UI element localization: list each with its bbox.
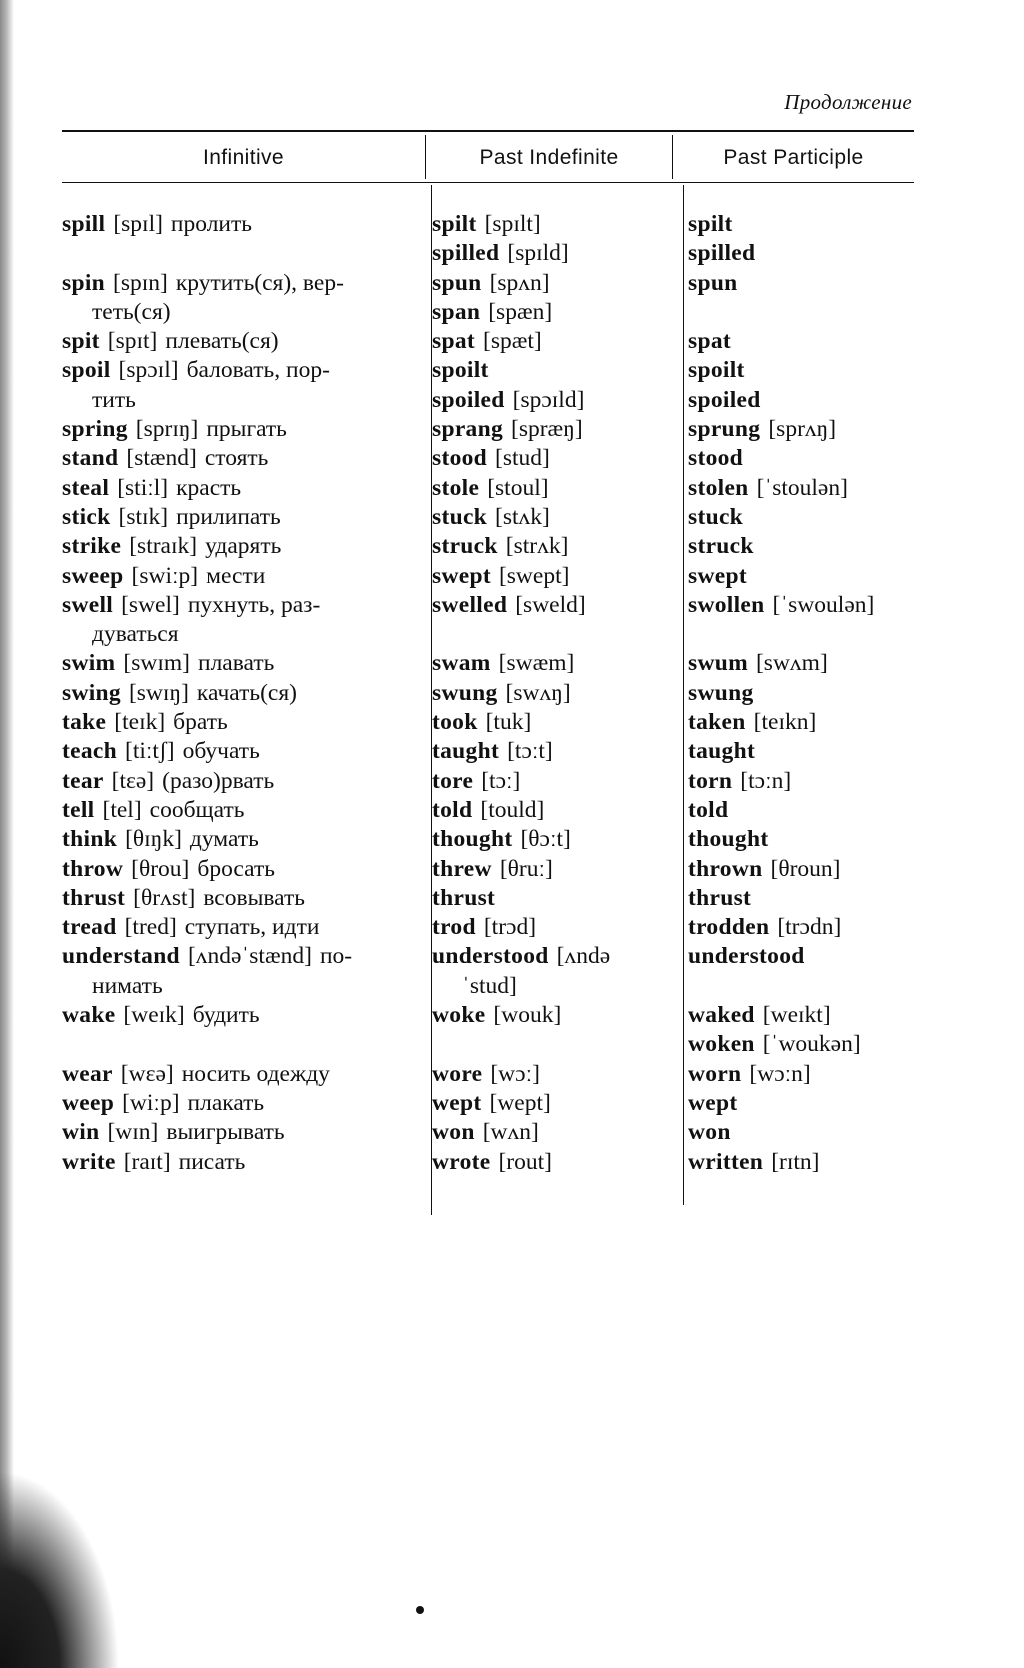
- russian-translation: плевать(ся): [165, 328, 279, 355]
- russian-translation: тить: [92, 386, 136, 413]
- entry-line: [688, 327, 924, 356]
- verb-form: spilt: [688, 211, 733, 237]
- verb-form: win: [62, 1119, 100, 1146]
- transcription: [θrou]: [131, 855, 190, 882]
- entry-line: [62, 796, 426, 825]
- entry-line: [688, 474, 924, 503]
- verb-form: understood: [432, 943, 549, 970]
- transcription: [θɔːt]: [520, 826, 571, 853]
- entry-line: [432, 1089, 682, 1118]
- verb-form: swing: [62, 679, 121, 706]
- entry-line: [62, 1001, 426, 1030]
- verb-form: trodden: [688, 914, 770, 941]
- past-participle-column: [688, 210, 924, 1177]
- transcription: [rɪtn]: [771, 1148, 820, 1175]
- russian-translation: брать: [173, 709, 228, 736]
- entry-line: [432, 767, 682, 796]
- verb-form: sweep: [62, 562, 124, 589]
- transcription: [ˈwoukən]: [762, 1031, 861, 1058]
- transcription: [wɔːn]: [749, 1060, 811, 1087]
- transcription: [tiːtʃ]: [125, 738, 175, 765]
- entry-line: [432, 562, 682, 591]
- transcription: [wɪn]: [107, 1119, 159, 1146]
- entry-line: [432, 737, 682, 766]
- verb-form: wore: [432, 1060, 483, 1087]
- transcription: [swæm]: [498, 650, 575, 677]
- verb-form: worn: [688, 1060, 742, 1087]
- verb-form: swam: [432, 650, 491, 677]
- russian-translation: обучать: [182, 738, 260, 765]
- transcription: [tɔːt]: [507, 738, 553, 765]
- verb-form: torn: [688, 767, 733, 794]
- verb-form: throw: [62, 855, 124, 882]
- entry-line: [432, 444, 682, 473]
- verb-form: stuck: [432, 503, 488, 530]
- entry-line: [688, 620, 924, 649]
- entry-line: [62, 210, 426, 239]
- verb-form: swim: [62, 650, 116, 677]
- russian-translation: стоять: [204, 445, 269, 472]
- entry-line: [432, 415, 682, 444]
- entry-line: [688, 532, 924, 561]
- entry-line: [62, 591, 426, 620]
- transcription: [tuk]: [485, 709, 532, 736]
- entry-line: [688, 796, 924, 825]
- transcription: [straɪk]: [129, 533, 198, 560]
- transcription: [sprɪŋ]: [135, 416, 199, 443]
- entry-line: [432, 210, 682, 239]
- entry-line: [688, 1118, 924, 1147]
- transcription: [stɪk]: [118, 503, 169, 530]
- entry-line: [62, 269, 426, 298]
- russian-translation: прыгать: [206, 416, 287, 443]
- transcription: [wiːp]: [122, 1089, 180, 1116]
- entry-line: [688, 884, 924, 913]
- verb-form: thrust: [688, 884, 752, 911]
- header-infinitive: Infinitive: [202, 146, 285, 169]
- verb-form: told: [688, 796, 729, 823]
- entry-line: [432, 649, 682, 678]
- russian-translation: будить: [192, 1002, 260, 1029]
- verb-form: stood: [688, 445, 744, 472]
- entry-line: [432, 1030, 682, 1059]
- entry-line: [688, 855, 924, 884]
- transcription: [stiːl]: [117, 474, 169, 501]
- entry-line: [432, 913, 682, 942]
- transcription: [tɔː]: [481, 767, 521, 794]
- entry-line: [688, 210, 924, 239]
- entry-line: [688, 708, 924, 737]
- entry-line: [432, 474, 682, 503]
- verb-form: struck: [432, 533, 498, 560]
- transcription: [spɔɪld]: [512, 386, 585, 413]
- russian-translation: дуваться: [92, 621, 179, 648]
- entry-line: [432, 1148, 682, 1177]
- transcription: [swɪŋ]: [128, 679, 189, 706]
- entry-line: [62, 1089, 426, 1118]
- verb-form: swept: [688, 562, 747, 589]
- verb-form: stole: [432, 474, 480, 501]
- verb-form: woken: [688, 1031, 755, 1058]
- transcription: [swiːp]: [131, 562, 199, 589]
- entry-line: [62, 386, 426, 415]
- verb-form: thrust: [432, 884, 496, 911]
- verb-form: swung: [688, 679, 754, 706]
- entry-line: [62, 825, 426, 854]
- transcription: [tred]: [124, 914, 177, 941]
- russian-translation: теть(ся): [92, 298, 171, 325]
- transcription: [ˈswoulən]: [772, 591, 875, 618]
- entry-line: [688, 649, 924, 678]
- entry-line: [688, 444, 924, 473]
- entry-line: [688, 972, 924, 1001]
- verb-form: wrote: [432, 1148, 491, 1175]
- entry-line: [432, 239, 682, 268]
- verb-form: thought: [432, 826, 513, 853]
- verb-form: write: [62, 1148, 116, 1175]
- verb-form: spilt: [432, 211, 477, 237]
- verb-form: spilled: [688, 240, 756, 267]
- entry-line: [62, 884, 426, 913]
- transcription: [weɪk]: [123, 1002, 185, 1029]
- verb-form: tell: [62, 796, 95, 823]
- entry-line: [62, 1030, 426, 1059]
- transcription: [θɪŋk]: [125, 826, 182, 853]
- entry-line: [432, 1060, 682, 1089]
- transcription: [spæt]: [483, 328, 542, 355]
- verb-form: spin: [62, 269, 106, 296]
- russian-translation: красть: [176, 474, 242, 501]
- entry-line: [688, 942, 924, 971]
- russian-translation: по-: [319, 943, 353, 970]
- entry-line: [62, 1060, 426, 1089]
- russian-translation: баловать, пор-: [186, 357, 330, 384]
- transcription: [sprʌŋ]: [768, 416, 837, 443]
- verb-form: thrust: [62, 884, 126, 911]
- transcription: [swʌŋ]: [505, 679, 571, 706]
- russian-translation: носить одежду: [181, 1060, 330, 1087]
- transcription: [spræŋ]: [511, 416, 583, 443]
- entry-line: [432, 386, 682, 415]
- entry-line: [432, 327, 682, 356]
- verb-form: won: [688, 1119, 731, 1146]
- entry-line: [688, 503, 924, 532]
- entry-line: [62, 415, 426, 444]
- verb-form: spoil: [62, 357, 111, 384]
- entry-line: [62, 649, 426, 678]
- transcription: [ʌndə: [556, 943, 611, 970]
- entry-line: [62, 767, 426, 796]
- entry-line: [62, 562, 426, 591]
- verb-form: understood: [688, 943, 805, 970]
- entry-line: [688, 1001, 924, 1030]
- transcription: [teɪk]: [114, 709, 166, 736]
- entry-line: [62, 708, 426, 737]
- transcription: [rout]: [498, 1148, 552, 1175]
- transcription: [spɪt]: [107, 328, 158, 355]
- entry-line: [688, 591, 924, 620]
- verb-form: spun: [432, 269, 482, 296]
- entry-line: [432, 269, 682, 298]
- entry-line: [688, 1060, 924, 1089]
- verb-form: swollen: [688, 591, 765, 618]
- entry-line: [432, 1118, 682, 1147]
- transcription: [trɔd]: [483, 914, 537, 941]
- entry-line: [62, 503, 426, 532]
- verb-form: spat: [432, 328, 475, 355]
- russian-translation: мести: [206, 562, 266, 589]
- entry-line: [432, 884, 682, 913]
- transcription: [wʌn]: [482, 1119, 539, 1146]
- entry-line: [62, 1148, 426, 1177]
- entry-line: [432, 825, 682, 854]
- entry-line: [688, 386, 924, 415]
- verb-form: spoiled: [432, 386, 505, 413]
- verb-form: spat: [688, 328, 731, 355]
- verb-form: written: [688, 1148, 764, 1175]
- verb-form: span: [432, 298, 481, 325]
- verb-form: spun: [688, 269, 738, 296]
- verb-form: taught: [688, 738, 756, 765]
- entry-line: [62, 298, 426, 327]
- verb-form: wept: [688, 1089, 738, 1116]
- russian-translation: всовывать: [203, 884, 305, 911]
- verb-form: struck: [688, 533, 754, 560]
- entry-line: [688, 913, 924, 942]
- transcription: [spʌn]: [489, 269, 550, 296]
- transcription: [sweld]: [515, 591, 586, 618]
- verb-form: stuck: [688, 503, 744, 530]
- russian-translation: нимать: [92, 972, 163, 999]
- entry-line: [432, 942, 682, 971]
- entry-line: [432, 532, 682, 561]
- transcription: [wept]: [489, 1089, 551, 1116]
- transcription: [spɪlt]: [484, 211, 541, 237]
- transcription: [tel]: [102, 796, 142, 823]
- verb-form: tore: [432, 767, 474, 794]
- transcription: [wɔː]: [490, 1060, 540, 1087]
- entry-line: [688, 269, 924, 298]
- verb-form: thrown: [688, 855, 763, 882]
- transcription: [θroun]: [770, 855, 841, 882]
- transcription: [wɛə]: [120, 1060, 174, 1087]
- russian-translation: писать: [178, 1148, 246, 1175]
- entry-line: [432, 679, 682, 708]
- entry-line: [432, 1001, 682, 1030]
- verb-form: swelled: [432, 591, 508, 618]
- verb-form: spoilt: [432, 357, 489, 384]
- transcription: [ˈstoulən]: [756, 474, 848, 501]
- verb-form: thought: [688, 826, 769, 853]
- entry-line: [62, 620, 426, 649]
- russian-translation: (разо)рвать: [162, 767, 275, 794]
- transcription: [spɪl]: [113, 211, 163, 237]
- entry-line: [62, 737, 426, 766]
- verb-form: waked: [688, 1002, 755, 1029]
- header-past-indefinite: Past Indefinite: [479, 146, 619, 169]
- russian-translation: крутить(ся), вер-: [175, 269, 344, 296]
- transcription: [tould]: [480, 796, 545, 823]
- column-divider-2: [683, 185, 684, 1205]
- entry-line: [62, 239, 426, 268]
- entry-line: [688, 415, 924, 444]
- transcription: [swept]: [498, 562, 570, 589]
- transcription: [swɪm]: [123, 650, 190, 677]
- russian-translation: пролить: [170, 211, 252, 237]
- verb-form: spring: [62, 416, 128, 443]
- transcription: ˈstud]: [462, 972, 517, 999]
- entry-line: [432, 620, 682, 649]
- russian-translation: выигрывать: [166, 1119, 285, 1146]
- entry-line: [62, 679, 426, 708]
- verb-form: steal: [62, 474, 110, 501]
- entry-line: [688, 767, 924, 796]
- transcription: [weɪkt]: [762, 1002, 831, 1029]
- entry-line: [432, 796, 682, 825]
- entry-line: [432, 591, 682, 620]
- entry-line: [62, 532, 426, 561]
- entry-line: [688, 239, 924, 268]
- transcription: [spæn]: [488, 298, 553, 325]
- russian-translation: прилипать: [176, 503, 281, 530]
- verb-form: wake: [62, 1002, 116, 1029]
- entry-line: [688, 679, 924, 708]
- scan-speck: [416, 1606, 424, 1614]
- entry-line: [432, 708, 682, 737]
- transcription: [teɪkn]: [753, 709, 817, 736]
- verb-form: swum: [688, 650, 748, 677]
- entry-line: [432, 298, 682, 327]
- transcription: [tɛə]: [111, 767, 155, 794]
- russian-translation: думать: [189, 826, 259, 853]
- transcription: [swel]: [121, 591, 180, 618]
- verb-form: trod: [432, 914, 476, 941]
- entry-line: [432, 972, 682, 1001]
- verb-form: spit: [62, 328, 100, 355]
- entry-line: [62, 327, 426, 356]
- transcription: [θruː]: [499, 855, 553, 882]
- verb-form: sprang: [432, 416, 504, 443]
- transcription: [strʌk]: [505, 533, 569, 560]
- table-header-rule: [62, 182, 914, 183]
- verb-form: spilled: [432, 240, 500, 267]
- transcription: [stud]: [495, 445, 550, 472]
- verb-form: tread: [62, 914, 117, 941]
- transcription: [spɪn]: [113, 269, 168, 296]
- verb-form: understand: [62, 943, 180, 970]
- verb-form: think: [62, 826, 118, 853]
- transcription: [swʌm]: [755, 650, 828, 677]
- entry-line: [688, 1089, 924, 1118]
- verb-form: threw: [432, 855, 492, 882]
- verb-form: taken: [688, 709, 746, 736]
- scan-ink-blot: [0, 1470, 120, 1668]
- verb-form: woke: [432, 1002, 486, 1029]
- transcription: [spɪld]: [507, 240, 569, 267]
- verb-form: take: [62, 709, 107, 736]
- russian-translation: пухнуть, раз-: [187, 591, 321, 618]
- verb-form: swung: [432, 679, 498, 706]
- entry-line: [62, 444, 426, 473]
- infinitive-column: [62, 210, 426, 1177]
- verb-form: wear: [62, 1060, 113, 1087]
- entry-line: [432, 356, 682, 385]
- entry-line: [62, 1118, 426, 1147]
- entry-line: [688, 1148, 924, 1177]
- entry-line: [432, 855, 682, 884]
- scan-dark-edge: [0, 0, 14, 1668]
- transcription: [wouk]: [493, 1002, 562, 1029]
- entry-line: [62, 474, 426, 503]
- transcription: [stʌk]: [495, 503, 550, 530]
- russian-translation: ступать, идти: [184, 914, 320, 941]
- header-past-participle: Past Participle: [723, 146, 864, 169]
- russian-translation: ударять: [205, 533, 282, 560]
- verb-form: won: [432, 1119, 475, 1146]
- entry-line: [688, 1030, 924, 1059]
- verb-form: strike: [62, 533, 122, 560]
- entry-line: [688, 356, 924, 385]
- verb-form: sprung: [688, 416, 761, 443]
- verb-form: stick: [62, 503, 111, 530]
- verb-form: stand: [62, 445, 119, 472]
- entry-line: [62, 942, 426, 971]
- entry-line: [62, 356, 426, 385]
- verb-form: spoilt: [688, 357, 745, 384]
- verb-form: stood: [432, 445, 488, 472]
- table-top-rule: [62, 130, 914, 132]
- russian-translation: бросать: [197, 855, 275, 882]
- verb-form: spill: [62, 211, 106, 237]
- verb-form: swept: [432, 562, 491, 589]
- transcription: [trɔdn]: [777, 914, 842, 941]
- verb-form: taught: [432, 738, 500, 765]
- transcription: [θrʌst]: [133, 884, 196, 911]
- verb-form: told: [432, 796, 473, 823]
- entry-line: [62, 913, 426, 942]
- past-indefinite-column: [432, 210, 682, 1177]
- russian-translation: сообщать: [149, 796, 245, 823]
- entry-line: [688, 825, 924, 854]
- transcription: [raɪt]: [123, 1148, 171, 1175]
- transcription: [spɔɪl]: [118, 357, 179, 384]
- transcription: [ʌndəˈstænd]: [187, 943, 312, 970]
- continued-label: Продолжение: [784, 90, 912, 114]
- transcription: [tɔːn]: [740, 767, 792, 794]
- entry-line: [688, 298, 924, 327]
- russian-translation: плакать: [187, 1089, 265, 1116]
- russian-translation: качать(ся): [196, 679, 297, 706]
- verb-form: weep: [62, 1089, 115, 1116]
- verb-form: stolen: [688, 474, 749, 501]
- russian-translation: плавать: [198, 650, 275, 677]
- verb-form: tear: [62, 767, 104, 794]
- verb-form: teach: [62, 738, 118, 765]
- verb-form: spoiled: [688, 386, 761, 413]
- transcription: [stoul]: [487, 474, 549, 501]
- entry-line: [62, 855, 426, 884]
- entry-line: [688, 562, 924, 591]
- entry-line: [432, 503, 682, 532]
- entry-line: [62, 972, 426, 1001]
- verb-form: swell: [62, 591, 114, 618]
- transcription: [stænd]: [126, 445, 197, 472]
- verb-form: wept: [432, 1089, 482, 1116]
- entry-line: [688, 737, 924, 766]
- verb-form: took: [432, 709, 478, 736]
